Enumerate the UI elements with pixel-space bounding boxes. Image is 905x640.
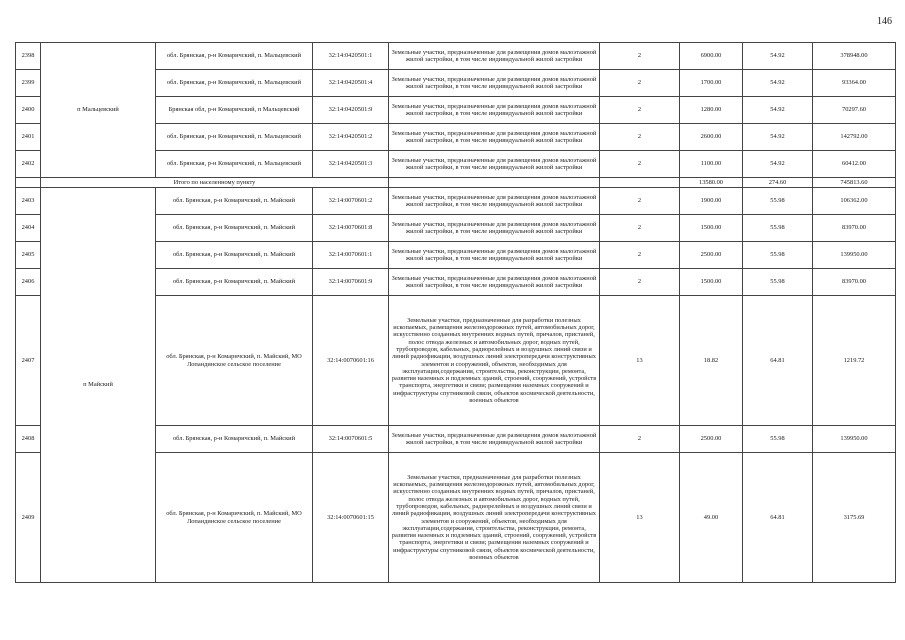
cadastral-number: 32:14:0420501:9 [313, 97, 389, 124]
cadastral-value: 1219.72 [813, 296, 896, 426]
cadastral-value: 83970.00 [813, 215, 896, 242]
area-value: 1280.00 [680, 97, 743, 124]
cadastral-value: 139950.00 [813, 242, 896, 269]
rate-value: 64.81 [743, 296, 813, 426]
cadastral-number: 32:14:0420501:1 [313, 43, 389, 70]
area-value: 6900.00 [680, 43, 743, 70]
cadastral-number: 32:14:0070601:5 [313, 426, 389, 453]
cadastral-number: 32:14:0420501:2 [313, 124, 389, 151]
area-value: 49.00 [680, 453, 743, 583]
land-usage: Земельные участки, предназначенные для размещения домов малоэтажной жилой застройки, в том числе индивидуальной жилой застройки [389, 426, 600, 453]
rate-value: 54.92 [743, 70, 813, 97]
land-usage: Земельные участки, предназначенные для размещения домов малоэтажной жилой застройки, в том числе индивидуальной жилой застройки [389, 269, 600, 296]
address-cell: обл. Брянская, р-н Комаричский, п. Мальцевский [156, 70, 313, 97]
row-number: 2405 [16, 242, 41, 269]
address-cell: Брянская обл, р-н Комаричский, п Мальцевский [156, 97, 313, 124]
cadastral-value: 142792.00 [813, 124, 896, 151]
rate-value: 54.92 [743, 124, 813, 151]
row-number: 2408 [16, 426, 41, 453]
address-cell: обл. Брянская, р-н Комаричский, п. Мальцевский [156, 151, 313, 178]
row-number: 2401 [16, 124, 41, 151]
row-number: 2407 [16, 296, 41, 426]
summary-area: 13580.00 [680, 178, 743, 188]
address-cell: обл. Брянская, р-н Комаричский, п. Мальцевский [156, 124, 313, 151]
land-registry-table [15, 42, 896, 583]
row-number: 2400 [16, 97, 41, 124]
summary-rate: 274.60 [743, 178, 813, 188]
group-number: 2 [600, 124, 680, 151]
address-cell: обл. Брянская, р-н Комаричский, п. Майский, МО Лопандинское сельское поселение [156, 296, 313, 426]
summary-empty-cell [16, 178, 41, 188]
cadastral-value: 93364.00 [813, 70, 896, 97]
group-number: 13 [600, 453, 680, 583]
summary-value: 745813.60 [813, 178, 896, 188]
rate-value: 54.92 [743, 43, 813, 70]
row-number: 2398 [16, 43, 41, 70]
summary-empty-cell [600, 178, 680, 188]
land-usage: Земельные участки, предназначенные для разработки полезных ископаемых, размещения железнодорожных путей, автомобильных дорог, искусственно созданных внутренних водных путей, причалов, пристаней, полос отвода железных и автомобильных дорог, водных путей, трубопроводов, кабельных, радиорелейных и воздушных линий связи и линий радиофикации, воздушных линий электропередачи конструктивных элементов и сооружений, объектов, необходимых для эксплуатации,содержания, строительства, реконструкции, ремонта, развития наземных и подземных зданий, строений, сооружений, устройств транспорта, энергетики и связи; размещения наземных сооружений и инфраструктуры спутниковой связи, объектов космической деятельности, военных объектов [389, 453, 600, 583]
group-number: 2 [600, 269, 680, 296]
cadastral-value: 60412.00 [813, 151, 896, 178]
summary-row [16, 178, 896, 188]
summary-empty-cell [389, 178, 600, 188]
cadastral-value: 139950.00 [813, 426, 896, 453]
table-row [16, 43, 896, 70]
land-usage: Земельные участки, предназначенные для размещения домов малоэтажной жилой застройки, в том числе индивидуальной жилой застройки [389, 43, 600, 70]
group-number: 2 [600, 215, 680, 242]
area-value: 1100.00 [680, 151, 743, 178]
address-cell: обл. Брянская, р-н Комаричский, п. Мальцевский [156, 43, 313, 70]
area-value: 2500.00 [680, 426, 743, 453]
area-value: 1700.00 [680, 70, 743, 97]
land-usage: Земельные участки, предназначенные для размещения домов малоэтажной жилой застройки, в том числе индивидуальной жилой застройки [389, 151, 600, 178]
area-value: 1500.00 [680, 215, 743, 242]
group-number: 2 [600, 188, 680, 215]
cadastral-number: 32:14:0070601:1 [313, 242, 389, 269]
cadastral-number: 32:14:0070601:2 [313, 188, 389, 215]
land-usage: Земельные участки, предназначенные для размещения домов малоэтажной жилой застройки, в том числе индивидуальной жилой застройки [389, 70, 600, 97]
land-usage: Земельные участки, предназначенные для размещения домов малоэтажной жилой застройки, в том числе индивидуальной жилой застройки [389, 215, 600, 242]
summary-label: Итого по населенному пункту [41, 178, 389, 188]
area-value: 2600.00 [680, 124, 743, 151]
locality-name: п Мальцевский [41, 43, 156, 178]
rate-value: 55.98 [743, 426, 813, 453]
cadastral-number: 32:14:0070601:15 [313, 453, 389, 583]
cadastral-value: 83970.00 [813, 269, 896, 296]
cadastral-number: 32:14:0070601:9 [313, 269, 389, 296]
rate-value: 54.92 [743, 151, 813, 178]
area-value: 2500.00 [680, 242, 743, 269]
land-usage: Земельные участки, предназначенные для разработки полезных ископаемых, размещения железнодорожных путей, автомобильных дорог, искусственно созданных внутренних водных путей, причалов, пристаней, полос отвода железных и автомобильных дорог, водных путей, трубопроводов, кабельных, радиорелейных и воздушных линий связи и линий радиофикации, воздушных линий электропередачи конструктивных элементов и сооружений, объектов, необходимых для эксплуатации,содержания, строительства, реконструкции, ремонта, развития наземных и подземных зданий, строений, сооружений, устройств транспорта, энергетики и связи; размещения наземных сооружений и инфраструктуры спутниковой связи, объектов космической деятельности, военных объектов [389, 296, 600, 426]
land-usage: Земельные участки, предназначенные для размещения домов малоэтажной жилой застройки, в том числе индивидуальной жилой застройки [389, 124, 600, 151]
locality-name: п Майский [41, 188, 156, 583]
rate-value: 55.98 [743, 188, 813, 215]
group-number: 13 [600, 296, 680, 426]
area-value: 18.82 [680, 296, 743, 426]
row-number: 2402 [16, 151, 41, 178]
land-usage: Земельные участки, предназначенные для размещения домов малоэтажной жилой застройки, в том числе индивидуальной жилой застройки [389, 97, 600, 124]
cadastral-value: 70297.60 [813, 97, 896, 124]
area-value: 1500.00 [680, 269, 743, 296]
rate-value: 55.98 [743, 269, 813, 296]
address-cell: обл. Брянская, р-н Комаричский, п. Майский [156, 426, 313, 453]
cadastral-value: 3175.69 [813, 453, 896, 583]
rate-value: 55.98 [743, 215, 813, 242]
group-number: 2 [600, 426, 680, 453]
rate-value: 64.81 [743, 453, 813, 583]
page-number: 146 [877, 16, 892, 27]
group-number: 2 [600, 70, 680, 97]
group-number: 2 [600, 242, 680, 269]
row-number: 2404 [16, 215, 41, 242]
row-number: 2399 [16, 70, 41, 97]
rate-value: 54.92 [743, 97, 813, 124]
group-number: 2 [600, 97, 680, 124]
address-cell: обл. Брянская, р-н Комаричский, п. Майский [156, 215, 313, 242]
address-cell: обл. Брянская, р-н Комаричский, п. Майский, МО Лопандинское сельское поселение [156, 453, 313, 583]
land-usage: Земельные участки, предназначенные для размещения домов малоэтажной жилой застройки, в том числе индивидуальной жилой застройки [389, 242, 600, 269]
cadastral-number: 32:14:0420501:3 [313, 151, 389, 178]
cadastral-value: 106362.00 [813, 188, 896, 215]
cadastral-number: 32:14:0070601:8 [313, 215, 389, 242]
group-number: 2 [600, 43, 680, 70]
group-number: 2 [600, 151, 680, 178]
row-number: 2406 [16, 269, 41, 296]
row-number: 2403 [16, 188, 41, 215]
cadastral-number: 32:14:0420501:4 [313, 70, 389, 97]
address-cell: обл. Брянская, р-н Комаричский, п. Майский [156, 269, 313, 296]
address-cell: обл. Брянская, р-н Комаричский, п. Майский [156, 242, 313, 269]
land-usage: Земельные участки, предназначенные для размещения домов малоэтажной жилой застройки, в том числе индивидуальной жилой застройки [389, 188, 600, 215]
area-value: 1900.00 [680, 188, 743, 215]
cadastral-value: 378948.00 [813, 43, 896, 70]
table-row [16, 188, 896, 215]
rate-value: 55.98 [743, 242, 813, 269]
row-number: 2409 [16, 453, 41, 583]
address-cell: обл. Брянская, р-н Комаричский, п. Майский [156, 188, 313, 215]
cadastral-number: 32:14:0070601:16 [313, 296, 389, 426]
